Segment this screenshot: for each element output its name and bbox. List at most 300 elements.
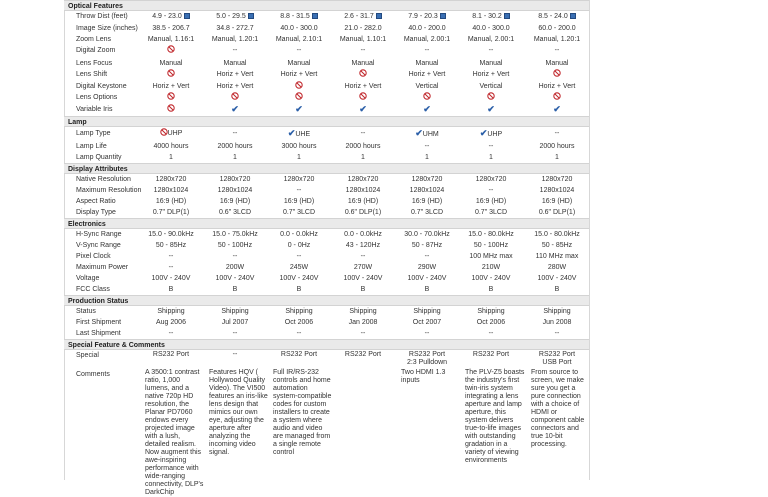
cell-value: 43 - 120Hz: [345, 242, 381, 249]
cell-value: --: [424, 47, 430, 54]
cell-value: 1280x720: [411, 176, 443, 183]
right-margin: [589, 0, 768, 480]
check-icon: ✔: [479, 128, 488, 138]
cell: [525, 174, 589, 185]
calculator-icon[interactable]: [312, 13, 318, 19]
row-last-shipment: [64, 328, 589, 339]
cell: [267, 81, 331, 92]
cell-value: 1280x1024: [345, 187, 381, 194]
cell-value: Horiz + Vert: [344, 83, 382, 90]
cell-value: Jan 2008: [348, 319, 378, 326]
cell: [459, 152, 523, 163]
cell: [395, 196, 459, 207]
cell: [459, 69, 523, 80]
cell: [395, 306, 459, 317]
cell: [203, 81, 267, 92]
cell-value: 8.8 - 31.5: [280, 13, 310, 20]
calculator-icon[interactable]: [376, 13, 382, 19]
row-throw-dist: [64, 11, 589, 22]
cell-value: 16:9 (HD): [155, 198, 187, 205]
cell: [525, 317, 589, 328]
cell-value: 34.8 - 272.7: [216, 25, 254, 32]
not-available-icon: [167, 92, 175, 100]
cell-value: --: [554, 130, 560, 137]
cell-value: --: [424, 330, 430, 337]
cell: [139, 92, 203, 103]
comment-text: Full IR/RS-232 controls and home automation system-compatible codes for custom installers to create a system where audio and video are managed from a single remote control: [273, 369, 332, 456]
cell: [459, 185, 523, 196]
cell-value: Horiz + Vert: [216, 71, 254, 78]
row-image-size: [64, 23, 589, 34]
cell: [203, 152, 267, 163]
row-special: [64, 350, 589, 368]
cell-value: B: [488, 286, 494, 293]
cell: [459, 58, 523, 69]
row-label: Status: [76, 308, 96, 315]
cell: [459, 45, 523, 56]
row-label: Pixel Clock: [76, 253, 111, 260]
cell: [139, 240, 203, 251]
cell-value: Manual, 2.00:1: [467, 36, 515, 43]
cell-value: --: [296, 47, 302, 54]
cell: [267, 58, 331, 69]
not-available-icon: [231, 92, 239, 100]
cell: [395, 240, 459, 251]
not-available-icon: [167, 69, 175, 77]
check-icon: ✔: [295, 104, 303, 114]
cell-value: 15.0 - 80.0kHz: [534, 231, 580, 238]
cell: [203, 174, 267, 185]
cell: [331, 34, 395, 45]
cell-value: RS232 Port: [344, 351, 382, 358]
cell: [459, 251, 523, 262]
cell-value: 38.5 - 206.7: [152, 25, 190, 32]
cell: [139, 174, 203, 185]
cell-value: Shipping: [477, 308, 505, 315]
row-label: Lamp Type: [76, 130, 111, 137]
cell: [203, 262, 267, 273]
cell-value: 1: [297, 154, 301, 161]
cell: [331, 23, 395, 34]
cell-value: 0.6" 3LCD: [218, 209, 252, 216]
check-icon: ✔: [287, 128, 296, 138]
cell-value: Horiz + Vert: [538, 83, 576, 90]
cell-value: Oct 2007: [412, 319, 442, 326]
cell-value: 4000 hours: [153, 143, 189, 150]
cell-value: 210W: [481, 264, 501, 271]
cell: [267, 351, 331, 359]
cell-value: 100 MHz max: [469, 253, 513, 260]
calculator-icon[interactable]: [184, 13, 190, 19]
cell: [395, 34, 459, 45]
cell-value: --: [488, 187, 494, 194]
cell: [395, 207, 459, 218]
cell-value: 8.5 - 24.0: [538, 13, 568, 20]
row-label: Lamp Quantity: [76, 154, 122, 161]
cell: [267, 317, 331, 328]
cell: [459, 104, 523, 116]
left-margin: [0, 0, 64, 480]
cell-value: 2.6 - 31.7: [344, 13, 374, 20]
not-available-icon: [160, 128, 168, 136]
cell: [459, 240, 523, 251]
row-label: Zoom Lens: [76, 36, 112, 43]
lamp-type-text: UHP: [487, 131, 503, 138]
cell: [525, 185, 589, 196]
cell-value: 200W: [225, 264, 245, 271]
row-label: Lens Focus: [76, 60, 113, 67]
cell-value: 1280x1024: [153, 187, 189, 194]
cell: [331, 141, 395, 152]
row-label: Last Shipment: [76, 330, 121, 337]
section-header-electronics: Electronics: [64, 218, 589, 229]
cell: [267, 196, 331, 207]
cell-value: --: [168, 253, 174, 260]
cell-value: 1: [169, 154, 173, 161]
cell: [459, 284, 523, 295]
cell: [395, 141, 459, 152]
cell: [203, 34, 267, 45]
calculator-icon[interactable]: [248, 13, 254, 19]
cell-value: 16:9 (HD): [475, 198, 507, 205]
cell: [203, 251, 267, 262]
row-digital-zoom: [64, 45, 589, 56]
cell: [525, 328, 589, 339]
cell: [331, 207, 395, 218]
cell: [267, 185, 331, 196]
cell-value: 100V - 240V: [537, 275, 577, 282]
cell-value: 1280x1024: [409, 187, 445, 194]
cell-value: B: [360, 286, 366, 293]
cell-value: B: [168, 286, 174, 293]
cell: [525, 128, 589, 139]
cell-value: Manual: [545, 60, 569, 67]
comment-text: The PLV-Z5 boasts the industry's first twin-iris system integrating a lens aperture and lamp aperture, this system delivers true-to-life images with outstanding gradation in a variety of viewing environments: [465, 369, 525, 464]
cell: [459, 92, 523, 103]
cell-value: Horiz + Vert: [280, 71, 318, 78]
row-label: Comments: [76, 371, 110, 378]
not-available-icon: [553, 69, 561, 77]
cell: [331, 58, 395, 69]
cell: [267, 207, 331, 218]
not-available-icon: [487, 92, 495, 100]
cell: [139, 351, 203, 359]
cell-value: Shipping: [221, 308, 249, 315]
cell: [525, 240, 589, 251]
cell-value: 40.0 - 300.0: [472, 25, 510, 32]
cell: [139, 328, 203, 339]
cell: [203, 284, 267, 295]
cell: [331, 152, 395, 163]
cell: [331, 11, 395, 22]
cell: [331, 92, 395, 103]
calculator-icon[interactable]: [570, 13, 576, 19]
cell-value: --: [360, 47, 366, 54]
cell: [459, 207, 523, 218]
row-label: Display Type: [76, 209, 116, 216]
cell-value: 100V - 240V: [343, 275, 383, 282]
cell: [139, 128, 203, 139]
not-available-icon: [423, 92, 431, 100]
row-lens-options: [64, 92, 589, 103]
cell-value: 16:9 (HD): [219, 198, 251, 205]
cell-value: 1280x720: [155, 176, 187, 183]
cell: [139, 58, 203, 69]
cell: [459, 174, 523, 185]
cell-value: Manual, 1.20:1: [533, 36, 581, 43]
cell-value: Shipping: [543, 308, 571, 315]
row-label: Native Resolution: [76, 176, 131, 183]
row-max-res: [64, 185, 589, 196]
row-vsync: [64, 240, 589, 251]
cell: [139, 273, 203, 284]
cell-value: --: [488, 143, 494, 150]
cell: [525, 92, 589, 103]
not-available-icon: [295, 81, 303, 89]
cell-value: --: [168, 330, 174, 337]
cell: [525, 45, 589, 56]
cell: [267, 128, 331, 140]
cell: [267, 34, 331, 45]
check-icon: ✔: [487, 104, 495, 114]
row-label: Lens Options: [76, 94, 118, 101]
cell-value: 2000 hours: [217, 143, 253, 150]
cell-value: 100V - 240V: [471, 275, 511, 282]
row-fcc: [64, 284, 589, 295]
cell-value: 0.7" 3LCD: [474, 209, 508, 216]
comment-text: A 3500:1 contrast ratio, 1,000 lumens, and a native 720p HD resolution, the Planar PD7060 endows every projected image with a lush, detailed realism. Now augment this awe-inspiring performance with wide-ranging connectivity, DLP's DarkChip: [145, 369, 204, 496]
cell: [395, 251, 459, 262]
cell-value: Manual: [415, 60, 439, 67]
cell: [395, 273, 459, 284]
cell: [395, 45, 459, 56]
cell-value: Vertical: [415, 83, 439, 90]
comment-text: Features HQV ( Hollywood Quality Video). The VI500 features an iris-like lens design that mimics our own eye, adjusting the aperture after analyzing the incoming video signal.: [209, 369, 268, 456]
cell-value: RS232 Port: [472, 351, 510, 358]
cell-value: Jul 2007: [221, 319, 249, 326]
row-lens-focus: [64, 58, 589, 69]
cell: [459, 317, 523, 328]
cell: [395, 58, 459, 69]
cell: [525, 141, 589, 152]
cell-value: 280W: [547, 264, 567, 271]
cell: [267, 45, 331, 56]
cell-value: Aug 2006: [156, 319, 186, 326]
cell-value: 1: [361, 154, 365, 161]
cell-value: 30.0 - 70.0kHz: [404, 231, 450, 238]
cell: [331, 284, 395, 295]
lamp-type-text: UHM: [422, 131, 439, 138]
cell: [203, 207, 267, 218]
projector-comparison-table: [64, 0, 589, 496]
lamp-type-text: UHE: [295, 131, 311, 138]
cell-value: 50 - 100Hz: [217, 242, 253, 249]
not-available-icon: [167, 45, 175, 53]
cell-value: 0.7" 3LCD: [410, 209, 444, 216]
cell-value: 3000 hours: [281, 143, 317, 150]
cell-value: 1: [489, 154, 493, 161]
row-voltage: [64, 273, 589, 284]
cell: [331, 174, 395, 185]
cell-value: 16:9 (HD): [411, 198, 443, 205]
cell: [459, 34, 523, 45]
cell: [525, 11, 589, 22]
cell: [395, 69, 459, 80]
cell: [203, 58, 267, 69]
cell: [139, 262, 203, 273]
cell-value: 0.0 - 0.0kHz: [344, 231, 382, 238]
cell: [139, 152, 203, 163]
cell-value: --: [360, 130, 366, 137]
cell: [139, 317, 203, 328]
cell-value: 60.0 - 200.0: [538, 25, 576, 32]
cell: [139, 185, 203, 196]
cell: [525, 284, 589, 295]
cell: [139, 11, 203, 22]
cell: [203, 11, 267, 22]
comment-text: Two HDMI 1.3 inputs: [401, 369, 446, 384]
cell-value: 100V - 240V: [279, 275, 319, 282]
not-available-icon: [359, 92, 367, 100]
cell: [459, 81, 523, 92]
lamp-type-text: UHP: [167, 130, 183, 137]
cell-value: Shipping: [413, 308, 441, 315]
row-label: First Shipment: [76, 319, 122, 326]
cell: [267, 174, 331, 185]
cell: [525, 196, 589, 207]
cell-value: 4.9 - 23.0: [152, 13, 182, 20]
cell: [395, 152, 459, 163]
cell: [395, 317, 459, 328]
cell: [267, 141, 331, 152]
cell: [395, 128, 459, 140]
cell-value: Horiz + Vert: [216, 83, 254, 90]
cell-value: Vertical: [479, 83, 503, 90]
cell-value: Horiz + Vert: [152, 83, 190, 90]
cell-value: 0.6" DLP(1): [538, 209, 576, 216]
row-label: Lamp Life: [76, 143, 107, 150]
cell-value: 0.0 - 0.0kHz: [280, 231, 318, 238]
cell-value: RS232 Port: [152, 351, 190, 358]
row-label: Special: [76, 352, 99, 359]
cell-value: 7.9 - 20.3: [408, 13, 438, 20]
cell-value: 100V - 240V: [151, 275, 191, 282]
cell: [331, 104, 395, 116]
cell: [267, 23, 331, 34]
row-display-type: [64, 207, 589, 218]
section-header-lamp: Lamp: [64, 116, 589, 127]
row-pixel-clock: [64, 251, 589, 262]
row-first-shipment: [64, 317, 589, 328]
section-header-optical: Optical Features: [64, 0, 589, 11]
cell: [395, 23, 459, 34]
cell: [267, 92, 331, 103]
row-label: Digital Zoom: [76, 47, 116, 54]
cell-value: RS232 Port 2:3 Pulldown: [406, 351, 448, 366]
cell-value: --: [488, 330, 494, 337]
cell: [331, 306, 395, 317]
cell: [139, 23, 203, 34]
calculator-icon[interactable]: [440, 13, 446, 19]
cell: [139, 104, 203, 115]
cell-value: 110 MHz max: [535, 253, 579, 260]
cell: [203, 351, 267, 359]
cell: [459, 11, 523, 22]
cell: [331, 328, 395, 339]
cell: [459, 328, 523, 339]
row-max-power: [64, 262, 589, 273]
check-icon: ✔: [553, 104, 561, 114]
cell-value: 50 - 87Hz: [411, 242, 443, 249]
calculator-icon[interactable]: [504, 13, 510, 19]
cell-value: 1280x1024: [539, 187, 575, 194]
row-variable-iris: [64, 104, 589, 115]
cell-value: 1280x720: [283, 176, 315, 183]
cell-value: 16:9 (HD): [347, 198, 379, 205]
row-comments: [64, 369, 589, 496]
cell: [525, 351, 589, 367]
cell: [331, 240, 395, 251]
cell-value: 1280x720: [347, 176, 379, 183]
cell: [395, 11, 459, 22]
cell: [139, 251, 203, 262]
cell-value: --: [360, 330, 366, 337]
cell: [267, 152, 331, 163]
row-label: Aspect Ratio: [76, 198, 116, 205]
cell: [203, 273, 267, 284]
cell: [525, 69, 589, 80]
cell-value: Manual, 1.16:1: [147, 36, 195, 43]
cell-value: 100V - 240V: [215, 275, 255, 282]
comment-text: From source to screen, we make sure you get a pure connection with a choice of HDMI or component cable connectors and true 10-bit processing.: [531, 369, 585, 448]
cell-value: --: [232, 351, 238, 358]
cell: [139, 306, 203, 317]
cell-value: RS232 Port: [280, 351, 318, 358]
cell-value: --: [168, 264, 174, 271]
cell: [331, 251, 395, 262]
cell-value: 0.7" 3LCD: [282, 209, 316, 216]
row-aspect: [64, 196, 589, 207]
cell-value: Shipping: [349, 308, 377, 315]
cell-value: 50 - 100Hz: [473, 242, 509, 249]
cell-value: Jun 2008: [542, 319, 572, 326]
check-icon: ✔: [231, 104, 239, 114]
cell: [331, 128, 395, 139]
cell: [267, 251, 331, 262]
cell-value: Oct 2006: [476, 319, 506, 326]
cell: [395, 81, 459, 92]
cell-value: Manual, 2.10:1: [275, 36, 323, 43]
cell-value: 2000 hours: [345, 143, 381, 150]
cell: [525, 34, 589, 45]
row-lamp-life: [64, 141, 589, 152]
cell-value: --: [554, 330, 560, 337]
cell-value: 40.0 - 300.0: [280, 25, 318, 32]
cell-value: Manual: [479, 60, 503, 67]
cell: [267, 104, 331, 116]
row-label: Lens Shift: [76, 71, 108, 78]
row-label: Maximum Resolution: [76, 187, 142, 194]
cell-value: Shipping: [157, 308, 185, 315]
cell: [139, 196, 203, 207]
cell: [267, 69, 331, 80]
cell-value: 2000 hours: [539, 143, 575, 150]
section-header-special: Special Feature & Comments: [64, 339, 589, 350]
cell-value: --: [488, 47, 494, 54]
cell-value: 1: [425, 154, 429, 161]
cell-value: 1280x720: [219, 176, 251, 183]
row-label: Voltage: [76, 275, 100, 282]
